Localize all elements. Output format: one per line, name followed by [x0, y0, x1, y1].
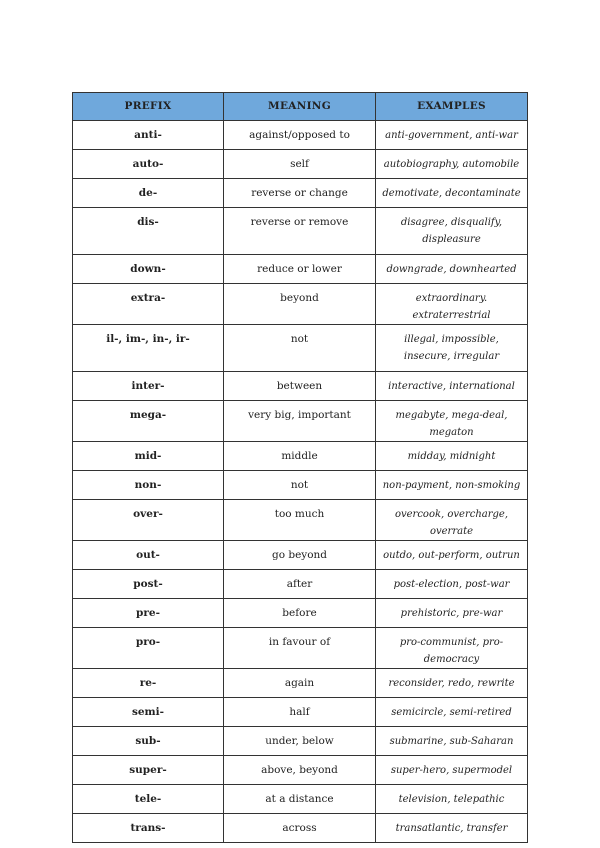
- meaning-cell: in favour of: [224, 628, 376, 669]
- prefix-cell: pre-: [73, 599, 224, 628]
- examples-cell: downgrade, downhearted: [376, 255, 528, 284]
- prefix-cell: down-: [73, 255, 224, 284]
- examples-cell: television, telepathic: [376, 785, 528, 814]
- meaning-cell: too much: [224, 500, 376, 541]
- meaning-cell: at a distance: [224, 785, 376, 814]
- prefix-cell: sub-: [73, 727, 224, 756]
- table-row: [73, 570, 528, 599]
- prefix-cell: super-: [73, 756, 224, 785]
- meaning-cell: against/opposed to: [224, 121, 376, 150]
- table-row: [73, 150, 528, 179]
- examples-cell: extraordinary. extraterrestrial: [376, 284, 528, 325]
- prefix-cell: il-, im-, in-, ir-: [73, 325, 224, 372]
- prefix-cell: over-: [73, 500, 224, 541]
- prefix-cell: extra-: [73, 284, 224, 325]
- table-row: [73, 121, 528, 150]
- examples-cell: megabyte, mega-deal, megaton: [376, 401, 528, 442]
- examples-cell: super-hero, supermodel: [376, 756, 528, 785]
- table-row: [73, 669, 528, 698]
- examples-cell: post-election, post-war: [376, 570, 528, 599]
- examples-cell: semicircle, semi-retired: [376, 698, 528, 727]
- examples-cell: overcook, overcharge, overrate: [376, 500, 528, 541]
- examples-cell: non-payment, non-smoking: [376, 471, 528, 500]
- examples-cell: midday, midnight: [376, 442, 528, 471]
- meaning-cell: half: [224, 698, 376, 727]
- meaning-cell: again: [224, 669, 376, 698]
- meaning-cell: between: [224, 372, 376, 401]
- header-prefix: PREFIX: [73, 93, 224, 121]
- meaning-cell: after: [224, 570, 376, 599]
- examples-cell: autobiography, automobile: [376, 150, 528, 179]
- meaning-cell: under, below: [224, 727, 376, 756]
- prefix-cell: trans-: [73, 814, 224, 843]
- prefix-cell: anti-: [73, 121, 224, 150]
- prefix-cell: dis-: [73, 208, 224, 255]
- prefix-cell: out-: [73, 541, 224, 570]
- examples-cell: anti-government, anti-war: [376, 121, 528, 150]
- header-row: [73, 93, 528, 121]
- prefix-cell: non-: [73, 471, 224, 500]
- meaning-cell: self: [224, 150, 376, 179]
- meaning-cell: middle: [224, 442, 376, 471]
- table-row: [73, 208, 528, 255]
- table-row: [73, 628, 528, 669]
- header-meaning: MEANING: [224, 93, 376, 121]
- meaning-cell: not: [224, 325, 376, 372]
- table-row: [73, 471, 528, 500]
- table-row: [73, 255, 528, 284]
- prefix-cell: post-: [73, 570, 224, 599]
- meaning-cell: before: [224, 599, 376, 628]
- table-row: [73, 541, 528, 570]
- prefix-cell: de-: [73, 179, 224, 208]
- prefix-cell: inter-: [73, 372, 224, 401]
- table-row: [73, 179, 528, 208]
- prefix-cell: re-: [73, 669, 224, 698]
- header-examples: EXAMPLES: [376, 93, 528, 121]
- meaning-cell: above, beyond: [224, 756, 376, 785]
- prefix-table: [72, 92, 528, 843]
- table-row: [73, 727, 528, 756]
- meaning-cell: reduce or lower: [224, 255, 376, 284]
- table-row: [73, 401, 528, 442]
- prefix-cell: mid-: [73, 442, 224, 471]
- prefix-cell: pro-: [73, 628, 224, 669]
- meaning-cell: across: [224, 814, 376, 843]
- meaning-cell: reverse or change: [224, 179, 376, 208]
- table-row: [73, 442, 528, 471]
- table-row: [73, 325, 528, 372]
- meaning-cell: reverse or remove: [224, 208, 376, 255]
- examples-cell: prehistoric, pre-war: [376, 599, 528, 628]
- prefix-cell: semi-: [73, 698, 224, 727]
- examples-cell: interactive, international: [376, 372, 528, 401]
- prefix-cell: tele-: [73, 785, 224, 814]
- table-row: [73, 284, 528, 325]
- prefix-cell: auto-: [73, 150, 224, 179]
- examples-cell: illegal, impossible, insecure, irregular: [376, 325, 528, 372]
- table-row: [73, 698, 528, 727]
- meaning-cell: very big, important: [224, 401, 376, 442]
- examples-cell: submarine, sub-Saharan: [376, 727, 528, 756]
- meaning-cell: not: [224, 471, 376, 500]
- meaning-cell: go beyond: [224, 541, 376, 570]
- table-row: [73, 599, 528, 628]
- table-row: [73, 814, 528, 843]
- prefix-cell: mega-: [73, 401, 224, 442]
- table-row: [73, 500, 528, 541]
- examples-cell: pro-communist, pro-democracy: [376, 628, 528, 669]
- examples-cell: transatlantic, transfer: [376, 814, 528, 843]
- table-row: [73, 372, 528, 401]
- meaning-cell: beyond: [224, 284, 376, 325]
- examples-cell: outdo, out-perform, outrun: [376, 541, 528, 570]
- examples-cell: disagree, disqualify, displeasure: [376, 208, 528, 255]
- examples-cell: demotivate, decontaminate: [376, 179, 528, 208]
- table-row: [73, 756, 528, 785]
- table-row: [73, 785, 528, 814]
- examples-cell: reconsider, redo, rewrite: [376, 669, 528, 698]
